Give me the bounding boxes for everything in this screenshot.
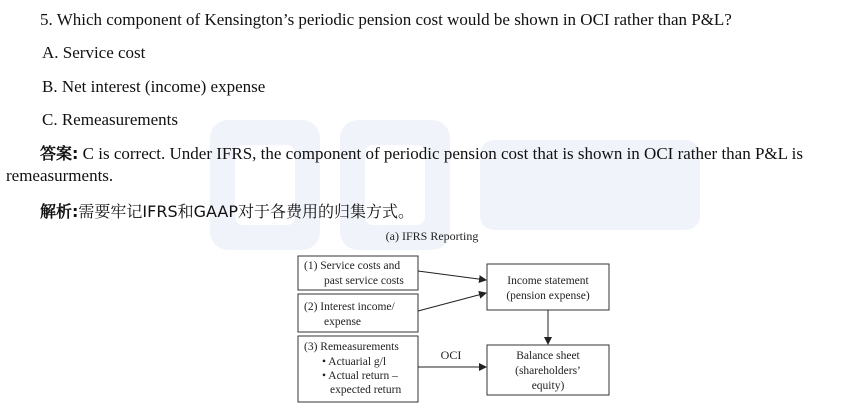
balance-sheet-line3: equity) <box>531 380 565 392</box>
option-c: C. Remeasurements <box>42 110 178 129</box>
analysis-text: 需要牢记IFRS和GAAP对于各费用的归集方式。 <box>78 202 414 221</box>
box3-line3: • Actual return – <box>322 370 398 382</box>
box3-line1: (3) Remeasurements <box>304 341 399 353</box>
answer-label: 答案: <box>40 144 79 163</box>
box1-line1: (1) Service costs and <box>304 260 401 272</box>
analysis-label: 解析: <box>40 202 79 221</box>
question-text: 5. Which component of Kensington’s periodic pension cost would be shown in OCI rather than P&L? <box>40 10 732 29</box>
box3-line4: expected return <box>330 384 402 396</box>
box1-line2: past service costs <box>324 275 404 287</box>
option-a: A. Service cost <box>42 43 146 62</box>
box3-line2: • Actuarial g/l <box>322 356 387 368</box>
balance-sheet-line1: Balance sheet <box>516 350 580 362</box>
income-statement-line1: Income statement <box>507 275 589 287</box>
ifrs-reporting-diagram <box>290 226 630 406</box>
balance-sheet-line2: (shareholders’ <box>515 365 581 377</box>
diagram-title: (a) IFRS Reporting <box>385 229 479 243</box>
income-statement-line2: (pension expense) <box>506 290 590 302</box>
box2-line2: expense <box>324 316 362 328</box>
option-b: B. Net interest (income) expense <box>42 77 266 96</box>
answer-paragraph <box>6 143 860 187</box>
box2-line1: (2) Interest income/ <box>304 301 395 313</box>
answer-text: C is correct. Under IFRS, the component of periodic pension cost that is shown in OCI rather than P&L is remeasurments. <box>6 144 803 185</box>
arrow-box1-to-income <box>418 271 486 280</box>
oci-label: OCI <box>440 348 462 362</box>
box-income-statement <box>487 264 609 310</box>
arrow-box2-to-income <box>418 293 486 311</box>
analysis-paragraph <box>40 199 414 222</box>
